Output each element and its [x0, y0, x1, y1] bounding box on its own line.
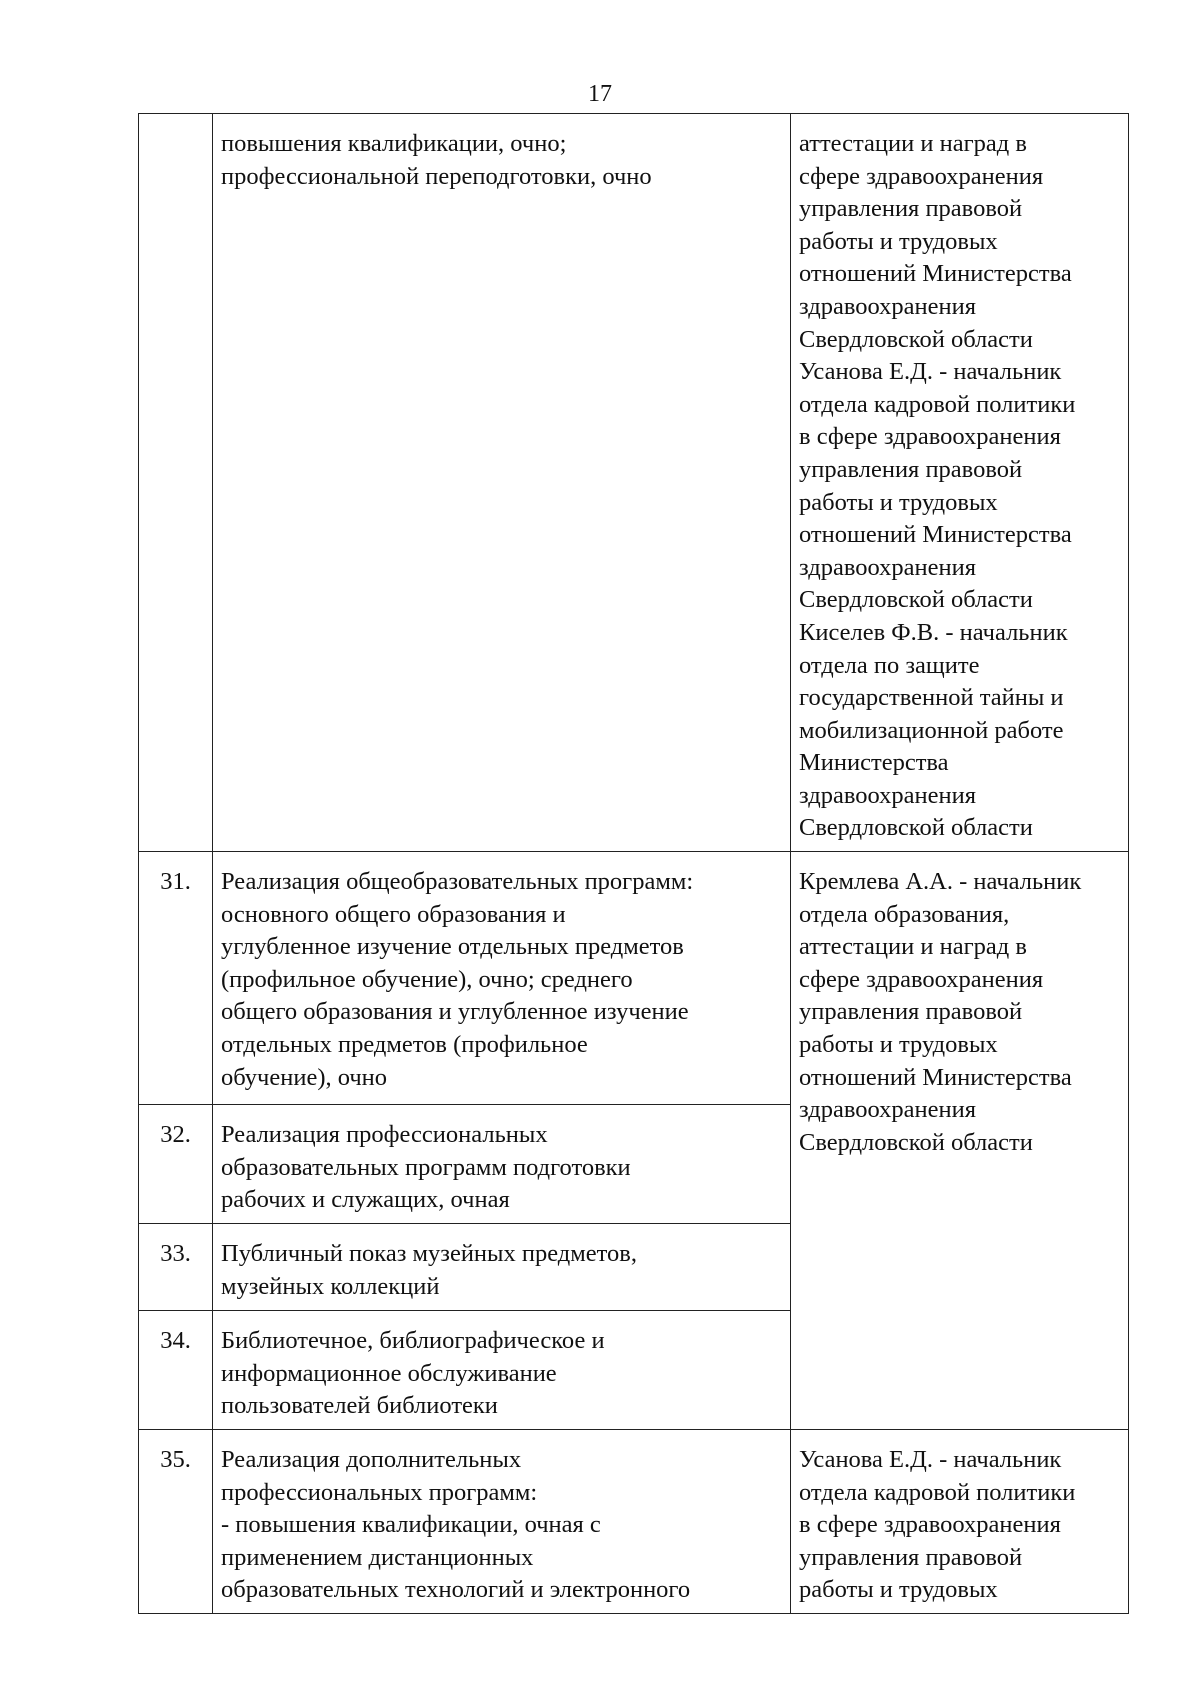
text-line: музейных коллекций: [221, 1272, 440, 1300]
text-line: мобилизационной работе: [799, 716, 1064, 744]
text-line: Свердловской области: [799, 1128, 1033, 1156]
text-line: информационное обслуживание: [221, 1359, 557, 1387]
text-line: отдельных предметов (профильное: [221, 1031, 588, 1059]
service-text: [213, 1224, 791, 1311]
responsible-cell: [791, 114, 1129, 852]
text-line: здравоохранения: [799, 781, 976, 809]
row-number: 31.: [139, 852, 213, 1105]
text-line: здравоохранения: [799, 1096, 976, 1124]
text-line: применением дистанционных: [221, 1543, 534, 1571]
responsible-cell: [791, 1430, 1129, 1614]
text-line: профессиональной переподготовки, очно: [221, 162, 652, 190]
text-line: общего образования и углубленное изучение: [221, 998, 689, 1026]
text-line: Свердловской области: [799, 814, 1033, 842]
text-line: управления правовой: [799, 195, 1023, 223]
text-line: в сфере здравоохранения: [799, 423, 1061, 451]
text-line: работы и трудовых: [799, 1576, 998, 1604]
text-line: работы и трудовых: [799, 488, 998, 516]
text-line: Свердловской области: [799, 586, 1033, 614]
service-text: [213, 1430, 791, 1614]
text-line: Реализация профессиональных: [221, 1121, 548, 1149]
service-text: [213, 1311, 791, 1430]
text-line: отдела кадровой политики: [799, 390, 1076, 418]
text-line: (профильное обучение), очно; среднего: [221, 965, 633, 993]
document-table: [138, 113, 1129, 1614]
text-line: пользователей библиотеки: [221, 1392, 498, 1420]
text-line: Библиотечное, библиографическое и: [221, 1327, 605, 1355]
text-line: здравоохранения: [799, 553, 976, 581]
service-text: [213, 1105, 791, 1224]
text-line: работы и трудовых: [799, 227, 998, 255]
text-line: отношений Министерства: [799, 260, 1072, 288]
text-line: государственной тайны и: [799, 684, 1064, 712]
row-number: 35.: [139, 1430, 213, 1614]
text-line: отношений Министерства: [799, 521, 1072, 549]
row-number: 33.: [139, 1224, 213, 1311]
text-line: Свердловской области: [799, 325, 1033, 353]
service-text: [213, 852, 791, 1105]
row-number: [139, 114, 213, 852]
text-line: профессиональных программ:: [221, 1478, 538, 1506]
text-line: Реализация дополнительных: [221, 1446, 522, 1474]
text-line: управления правовой: [799, 1543, 1023, 1571]
text-line: обучение), очно: [221, 1063, 388, 1091]
text-line: Кремлева А.А. - начальник: [799, 868, 1082, 896]
text-line: Реализация общеобразовательных программ:: [221, 868, 694, 896]
text-line: Киселев Ф.В. - начальник: [799, 618, 1068, 646]
text-line: отдела кадровой политики: [799, 1478, 1076, 1506]
row-number: 34.: [139, 1311, 213, 1430]
text-line: Усанова Е.Д. - начальник: [799, 1446, 1062, 1474]
text-line: аттестации и наград в: [799, 130, 1027, 157]
table-row: [139, 1430, 1129, 1614]
text-line: Усанова Е.Д. - начальник: [799, 358, 1062, 386]
text-line: аттестации и наград в: [799, 933, 1027, 961]
text-line: образовательных программ подготовки: [221, 1153, 631, 1181]
row-number: 32.: [139, 1105, 213, 1224]
text-line: отдела по защите: [799, 651, 980, 679]
text-line: образовательных технологий и электронного: [221, 1576, 691, 1604]
table-row: [139, 852, 1129, 1105]
text-line: Министерства: [799, 749, 949, 777]
responsible-cell: [791, 852, 1129, 1430]
text-line: углубленное изучение отдельных предметов: [221, 933, 684, 961]
text-line: в сфере здравоохранения: [799, 1511, 1061, 1539]
service-text: [213, 114, 791, 852]
page-number: 17: [588, 81, 612, 107]
text-line: основного общего образования и: [221, 900, 566, 928]
text-line: рабочих и служащих, очная: [221, 1186, 510, 1214]
text-line: здравоохранения: [799, 292, 976, 320]
text-line: работы и трудовых: [799, 1031, 998, 1059]
text-line: управления правовой: [799, 455, 1023, 483]
text-line: Публичный показ музейных предметов,: [221, 1240, 637, 1268]
text-line: - повышения квалификации, очная с: [221, 1511, 601, 1539]
text-line: сфере здравоохранения: [799, 162, 1044, 190]
table-row: [139, 114, 1129, 852]
text-line: управления правовой: [799, 998, 1023, 1026]
text-line: отдела образования,: [799, 900, 1010, 928]
text-line: повышения квалификации, очно;: [221, 130, 567, 157]
text-line: отношений Министерства: [799, 1063, 1072, 1091]
text-line: сфере здравоохранения: [799, 965, 1044, 993]
